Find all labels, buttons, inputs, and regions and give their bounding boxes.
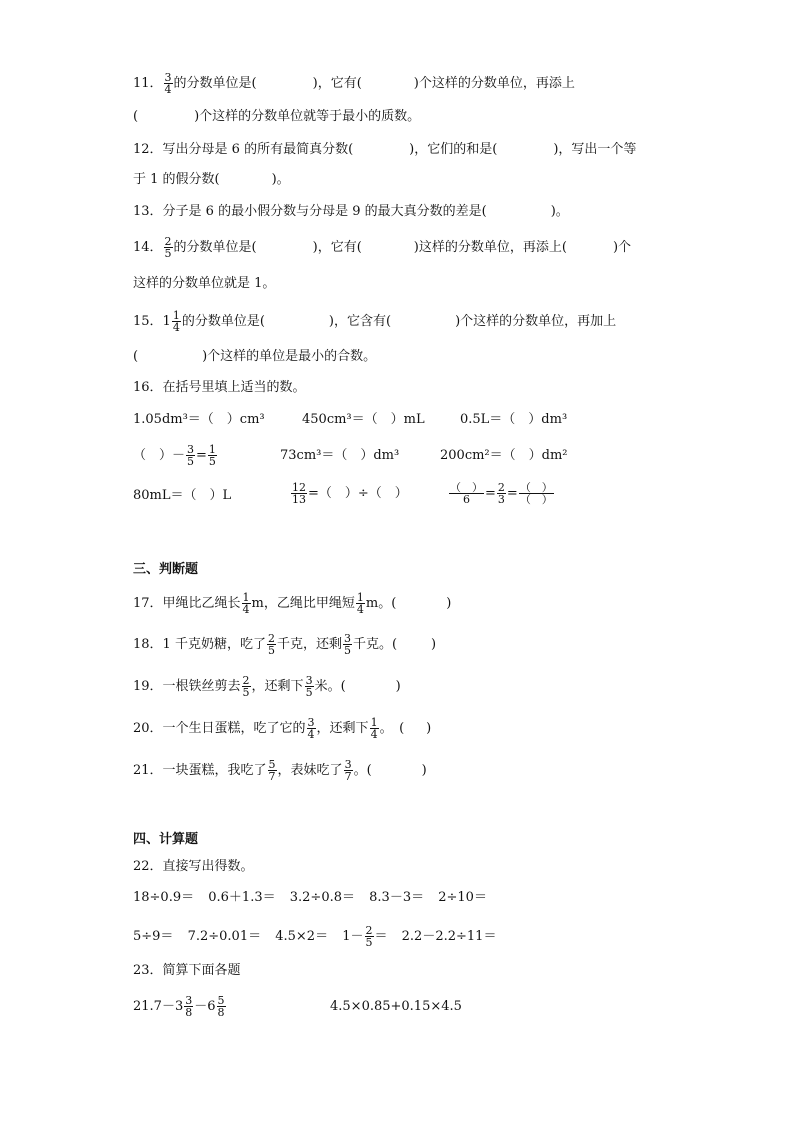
- fraction: [186, 444, 195, 467]
- text: ，还剩下: [251, 679, 304, 694]
- text: ): [421, 763, 427, 778]
- question-number: 15．: [133, 314, 163, 329]
- denominator: 5: [365, 936, 373, 949]
- equivalent-fractions[interactable]: [448, 482, 555, 505]
- text: 这样的分数单位就是 1。: [133, 276, 276, 291]
- text: 千克。(: [352, 637, 398, 652]
- fraction: [305, 675, 314, 698]
- numerator: 3: [185, 994, 193, 1007]
- text: )个: [612, 240, 632, 255]
- equals: =: [485, 486, 496, 501]
- text: )个这样的分数单位就等于最小的质数。: [194, 109, 421, 124]
- calc-item[interactable]: 3.2÷0.8＝: [289, 890, 355, 905]
- text: 21.7－3: [133, 999, 184, 1014]
- numerator: 1: [242, 591, 250, 604]
- numerator: 1: [172, 309, 180, 322]
- simplify-expression-2[interactable]: 4.5×0.85+0.15×4.5: [330, 999, 462, 1014]
- mixed-number: [163, 310, 182, 333]
- numerator[interactable]: （ ）: [450, 481, 483, 494]
- question-16-title: 16．在括号里填上适当的数。: [133, 380, 306, 395]
- fraction: [356, 592, 365, 615]
- conversion-item[interactable]: 73cm³＝（ ）dm³: [280, 448, 400, 463]
- numerator: 1: [356, 591, 364, 604]
- conversion-item[interactable]: 450cm³＝（ ）mL: [302, 412, 425, 427]
- denominator: 4: [242, 603, 250, 616]
- text: )，它有(: [312, 76, 362, 91]
- fraction-equation[interactable]: [133, 444, 218, 467]
- simplify-expression-1[interactable]: [133, 995, 227, 1018]
- conversion-item[interactable]: 80mL＝（ ）L: [133, 488, 232, 503]
- question-13: [133, 202, 569, 222]
- whole-part: 1: [162, 314, 171, 329]
- denominator: 5: [267, 644, 275, 657]
- question-12-line-2: [133, 170, 290, 190]
- text: ): [426, 721, 432, 736]
- fraction: [365, 925, 374, 948]
- question-11-line-2: [133, 107, 420, 127]
- numerator: 2: [242, 674, 250, 687]
- text: )。: [550, 204, 569, 219]
- numerator: 3: [307, 716, 315, 729]
- conversion-item[interactable]: 200cm²＝（ ）dm²: [440, 448, 568, 463]
- text: m。(: [365, 596, 397, 611]
- fraction: [208, 444, 217, 467]
- calc-item[interactable]: 7.2÷0.01＝: [187, 929, 262, 944]
- numerator[interactable]: （ ）: [519, 481, 553, 494]
- denominator: 3: [497, 493, 505, 506]
- question-17: [133, 592, 451, 615]
- numerator: 1: [208, 443, 216, 456]
- denominator: 4: [172, 321, 180, 334]
- text: m，乙绳比甲绳短: [251, 596, 355, 611]
- numerator: 12: [292, 481, 306, 494]
- denominator: 4: [370, 728, 378, 741]
- question-18: [133, 633, 436, 656]
- question-14-line-2: [133, 274, 275, 294]
- numerator: 3: [187, 443, 195, 456]
- numerator: 5: [268, 758, 276, 771]
- text: ): [395, 679, 401, 694]
- numerator: 2: [497, 481, 505, 494]
- denominator: 6: [463, 493, 470, 506]
- denominator[interactable]: （ ）: [519, 493, 553, 506]
- text: 18．1 千克奶糖，吃了: [133, 637, 266, 652]
- numerator: 3: [164, 71, 172, 84]
- text: (: [133, 349, 139, 364]
- fraction: [164, 72, 173, 95]
- text: 12．写出分母是 6 的所有最简真分数(: [133, 142, 354, 157]
- calc-item[interactable]: 2.2－2.2÷11＝: [401, 929, 497, 944]
- fraction: [344, 759, 353, 782]
- text: 米。(: [314, 679, 346, 694]
- text: )，写出一个等: [553, 142, 637, 157]
- text: 20．一个生日蛋糕，吃了它的: [133, 721, 306, 736]
- text: 的分数单位是(: [173, 76, 257, 91]
- question-20: [133, 717, 431, 740]
- fraction: [242, 592, 251, 615]
- text: )，它有(: [312, 240, 362, 255]
- text: ，表妹吃了: [277, 763, 343, 778]
- text: ): [431, 637, 437, 652]
- text: )个这样的单位是最小的合数。: [202, 349, 377, 364]
- calc-item[interactable]: [342, 924, 388, 949]
- denominator: 5: [187, 455, 195, 468]
- numerator: 5: [217, 994, 225, 1007]
- fraction: [217, 995, 226, 1018]
- numerator: 2: [365, 924, 373, 937]
- question-15-line-2: [133, 347, 376, 367]
- text: )这样的分数单位，再添上(: [413, 240, 567, 255]
- fraction: [268, 759, 277, 782]
- question-14-line-1: [133, 236, 631, 259]
- text: )，它们的和是(: [409, 142, 498, 157]
- question-number: 11．: [133, 76, 163, 91]
- text: =（ ）÷（ ）: [308, 486, 408, 501]
- fraction: [184, 995, 193, 1018]
- text: 。(: [353, 763, 372, 778]
- equals: =: [506, 486, 518, 501]
- question-21: [133, 759, 427, 782]
- text: ，还剩下: [316, 721, 369, 736]
- calc-item[interactable]: 5÷9＝: [133, 929, 174, 944]
- calc-item[interactable]: 4.5×2＝: [275, 929, 329, 944]
- fraction: [242, 675, 251, 698]
- denominator: 4: [164, 83, 172, 96]
- conversion-item[interactable]: 0.5L＝（ ）dm³: [460, 412, 568, 427]
- question-11-line-1: [133, 72, 575, 95]
- text: )个这样的分数单位，再添上: [413, 76, 575, 91]
- denominator: 7: [268, 770, 276, 783]
- conversion-item[interactable]: 1.05dm³＝（ ）cm³: [133, 412, 265, 427]
- denominator: 5: [242, 686, 250, 699]
- text: 17．甲绳比乙绳长: [133, 596, 241, 611]
- text: 的分数单位是(: [173, 240, 257, 255]
- calc-item[interactable]: 2÷10＝: [438, 890, 487, 905]
- question-12-line-1: [133, 140, 636, 160]
- text: （ ）－: [133, 448, 186, 463]
- calc-item[interactable]: 8.3－3＝: [369, 890, 425, 905]
- text: 13．分子是 6 的最小假分数与分母是 9 的最大真分数的差是(: [133, 204, 487, 219]
- fraction: [519, 482, 554, 505]
- denominator: 4: [356, 603, 364, 616]
- calc-item[interactable]: 0.6＋1.3＝: [208, 890, 276, 905]
- fraction: [164, 236, 173, 259]
- denominator: 7: [344, 770, 352, 783]
- text: 。 (: [379, 721, 405, 736]
- numerator: 3: [305, 674, 313, 687]
- section-3-heading: 三、判断题: [133, 562, 199, 577]
- fraction: [343, 633, 352, 656]
- question-22-title: 22．直接写出得数。: [133, 859, 254, 874]
- text: 21．一块蛋糕，我吃了: [133, 763, 267, 778]
- numerator: 1: [370, 716, 378, 729]
- text: ): [446, 596, 452, 611]
- text: 19．一根铁丝剪去: [133, 679, 241, 694]
- denominator: 5: [343, 644, 351, 657]
- denominator: 8: [217, 1006, 225, 1019]
- denominator: 5: [164, 247, 172, 260]
- equals: =: [196, 448, 207, 463]
- fraction: [497, 482, 506, 505]
- text: ＝: [374, 929, 388, 944]
- text: －6: [194, 999, 216, 1014]
- denominator: 8: [185, 1006, 193, 1019]
- mental-math-row-2: [133, 925, 496, 948]
- text: )。: [271, 172, 290, 187]
- fraction: [370, 717, 379, 740]
- text: 1－: [342, 929, 364, 944]
- fraction: [291, 482, 307, 505]
- text: )，它含有(: [328, 314, 392, 329]
- question-number: 14．: [133, 240, 163, 255]
- fraction: [307, 717, 316, 740]
- question-15-line-1: [133, 310, 616, 333]
- calc-item[interactable]: 18÷0.9＝: [133, 890, 195, 905]
- mental-math-row-1: [133, 888, 487, 908]
- text: 于 1 的假分数(: [133, 172, 220, 187]
- fraction: [267, 633, 276, 656]
- fraction: [172, 310, 181, 333]
- section-4-heading: 四、计算题: [133, 832, 199, 847]
- numerator: 2: [267, 632, 275, 645]
- denominator: 4: [307, 728, 315, 741]
- text: )个这样的分数单位，再加上: [455, 314, 617, 329]
- fraction-division[interactable]: [290, 482, 408, 505]
- text: 的分数单位是(: [181, 314, 265, 329]
- denominator: 13: [292, 493, 306, 506]
- denominator: 5: [305, 686, 313, 699]
- text: 千克，还剩: [276, 637, 342, 652]
- question-19: [133, 675, 401, 698]
- numerator: 3: [343, 632, 351, 645]
- numerator: 2: [164, 235, 172, 248]
- numerator: 3: [344, 758, 352, 771]
- text: (: [133, 109, 139, 124]
- fraction: [449, 482, 484, 505]
- denominator: 5: [208, 455, 216, 468]
- question-23-title: 23．简算下面各题: [133, 963, 241, 978]
